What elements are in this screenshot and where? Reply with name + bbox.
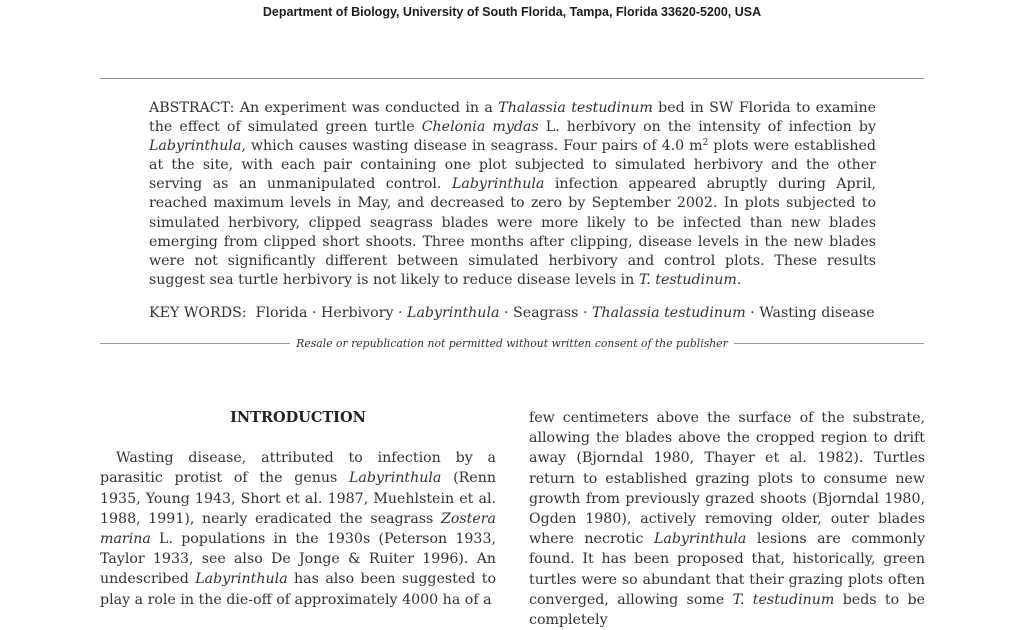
keyword-separator: · [393, 305, 408, 321]
body-paragraph [529, 408, 925, 630]
abstract-label: ABSTRACT: [149, 100, 235, 116]
keyword: Labyrinthula [407, 305, 500, 321]
superscript: 2 [702, 138, 709, 149]
divider-right [734, 343, 924, 344]
abstract-text-2: bed in SW Florida to examine the effect of simulated green turtle [149, 100, 876, 136]
abstract-text-5: plots were established at the site, with each pair containing one plot subjected to simulated herbivory and the other serving as an unmanipulated control. [149, 138, 876, 193]
species-name: Chelonia mydas [421, 119, 539, 136]
intro-text-4: has also been suggested to play a role in the die-off of approximately 4000 ha of a [100, 571, 496, 608]
keyword: Thalassia testudinum [591, 305, 746, 321]
copyright-notice: Resale or republication not permitted without written consent of the publisher [296, 336, 728, 350]
left-column [100, 408, 496, 610]
keyword-separator: · [745, 305, 760, 321]
genus-name: Labyrinthula [348, 470, 442, 487]
section-heading: INTRODUCTION [230, 409, 366, 426]
genus-name: Labyrinthula [149, 138, 242, 155]
copyright-notice-bar [100, 335, 924, 351]
genus-name: Labyrinthula [653, 531, 747, 548]
keyword: Seagrass [512, 305, 579, 321]
species-name: T. testudinum [732, 591, 835, 608]
species-name: T. testudinum [638, 271, 737, 288]
intro-text-3: L. populations in the 1930s (Peterson 1933, Taylor 1933, see also De Jonge & Ruiter 1996). An undescribed [100, 531, 496, 588]
genus-name: Labyrinthula [195, 571, 288, 588]
keyword-separator: · [499, 305, 513, 321]
abstract-text-7: . [736, 271, 742, 288]
intro-text-1: Wasting disease, attributed to infection by a parasitic protist of the genus [100, 450, 496, 487]
keywords-label: KEY WORDS: [149, 305, 247, 321]
abstract-text-6: infection appeared abruptly during April, reached maximum levels in May, and decreased to zero by September 2002. In plots subjected to simulated herbivory, clipped seagrass blades were more likely to be infected than new blades emerging from clipped short shoots. Three months after clipping, disease levels in the new blades were not significantly different between simulated herbivory and control plots. These results suggest sea turtle herbivory is not likely to reduce disease levels in [149, 176, 876, 288]
keyword: Wasting disease [759, 305, 875, 321]
divider-left [100, 343, 290, 344]
right-column [529, 408, 925, 630]
intro-text-2: (Renn 1935, Young 1943, Short et al. 1987, Muehlstein et al. 1988, 1991), nearly eradicated the seagrass [100, 470, 496, 527]
abstract [149, 99, 876, 290]
intro-paragraph [100, 448, 496, 610]
keywords [149, 304, 876, 323]
genus-name: Labyrinthula [451, 176, 545, 193]
abstract-text-3: L. herbivory on the intensity of infection by [538, 119, 876, 136]
body-text-2: lesions are commonly found. It has been proposed that, historically, green turtles were so abundant that their grazing plots often converged, allowing some [529, 531, 925, 608]
abstract-text-4: , which causes wasting disease in seagrass. Four pairs of 4.0 m [241, 138, 703, 155]
top-divider [100, 78, 924, 79]
keyword: Florida [255, 305, 308, 321]
keyword-separator: · [578, 305, 592, 321]
abstract-text-1: An experiment was conducted in a [234, 100, 499, 116]
species-name: Thalassia testudinum [498, 100, 653, 116]
keyword-separator: · [307, 305, 321, 321]
keyword: Herbivory [320, 305, 394, 321]
body-text-1: few centimeters above the surface of the substrate, allowing the blades above the cropped region to drift away (Bjorndal 1980, Thayer et al. 1982). Turtles return to established grazing plots to consume new growth from previously grazed shoots (Bjorndal 1980, Ogden 1980), actively removing older, outer blades where necrotic [529, 410, 925, 548]
author-affiliation: Department of Biology, University of South Florida, Tampa, Florida 33620-5200, USA [262, 5, 762, 19]
body-text-3: beds to be completely [529, 591, 925, 629]
species-name: Zostera marina [100, 510, 496, 548]
